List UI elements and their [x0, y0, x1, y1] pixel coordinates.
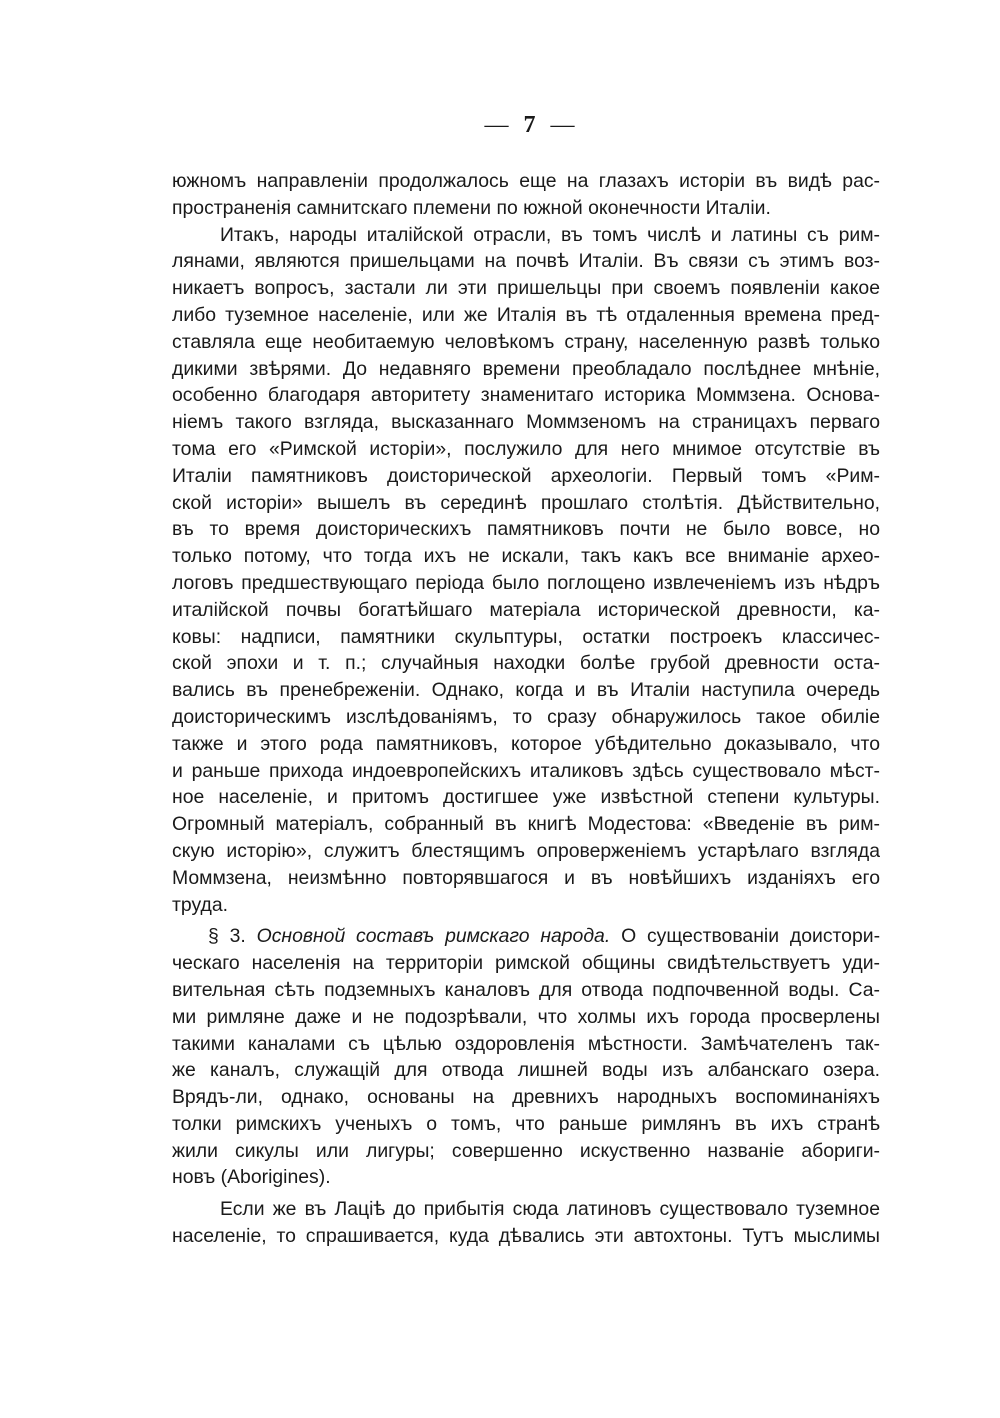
text-line: доисторическимъ изслѣдованіямъ, то сразу обнаружилось такое обиліе: [172, 705, 880, 728]
section-3-paragraph: [172, 923, 880, 1191]
paragraph-1: [172, 168, 880, 222]
section-number: § 3.: [208, 925, 246, 948]
text-line: Моммзена, неизмѣнно повторявшагося и въ новѣйшихъ изданіяхъ его: [172, 866, 880, 889]
text-line: труда.: [172, 893, 228, 916]
text-line: же каналъ, служащій для отвода лишней воды изъ албанскаго озера.: [172, 1059, 880, 1082]
page-number: 7: [523, 112, 537, 138]
text-line: въ то время доисторическихъ памятниковъ почти не было вовсе, но: [172, 518, 880, 541]
paragraph-2: [172, 222, 880, 919]
text-line: Огромный матеріалъ, собранный въ книгѣ Модестова: «Введеніе въ рим-: [172, 813, 880, 836]
text-line: Италіи памятниковъ доисторической археологіи. Первый томъ «Рим-: [172, 464, 880, 487]
text-line: логовъ предшествующаго періода было поглощено извлеченіемъ изъ нѣдръ: [172, 571, 880, 594]
section-title: Основной составъ римскаго народа.: [256, 925, 611, 948]
page-number-header: [0, 112, 1000, 139]
text-line: ніемъ такого взгляда, высказаннаго Моммзеномъ на страницахъ перваго: [172, 411, 880, 434]
text-line: скую исторію», служитъ блестящимъ опроверженіемъ устарѣлаго взгляда: [172, 839, 880, 862]
text-line: и раньше прихода индоевропейскихъ италиковъ здѣсь существовало мѣст-: [172, 759, 880, 782]
paragraph-4: [172, 1196, 880, 1250]
text-line: только потому, что тогда ихъ не искали, такъ какъ все вниманіе архео-: [172, 545, 880, 568]
text-line: населеніе, то спрашивается, куда дѣвались эти автохтоны. Тутъ мыслимы: [172, 1225, 880, 1248]
text-line: лянами, являются пришельцами на почвѣ Италіи. Въ связи съ этимъ воз-: [172, 250, 880, 273]
text-line: италійской почвы богатѣйшаго матеріала исторической древности, ка-: [172, 598, 880, 621]
text-line: также и этого рода памятниковъ, которое убѣдительно доказывало, что: [172, 732, 880, 755]
text-line: Врядъ-ли, однако, основаны на древнихъ народныхъ воспоминаніяхъ: [172, 1086, 880, 1109]
text-line: ставляла еще необитаемую человѣкомъ страну, населенную развѣ только: [172, 330, 880, 353]
text-line: пространенія самнитскаго племени по южной оконечности Италіи.: [172, 196, 771, 219]
page-number-dash-right: —: [550, 112, 576, 138]
text-line: ное населеніе, и притомъ достигшее уже извѣстной степени культуры.: [172, 786, 880, 809]
text-line: либо туземное населеніе, или же Италія въ тѣ отдаленныя времена пред-: [172, 303, 880, 326]
text-line: такими каналами съ цѣлью оздоровленія мѣстности. Замѣчателенъ так-: [172, 1032, 880, 1055]
text-line: тома его «Римской исторіи», послужило для него мнимое отсутствіе въ: [172, 437, 880, 460]
page-number-dash-left: —: [484, 112, 510, 138]
text-line: жили сикулы или лигуры; совершенно искуственно названіе абориги-: [172, 1139, 880, 1162]
text-line: ческаго населенія на территоріи римской общины свидѣтельствуетъ уди-: [172, 952, 880, 975]
body-text: [172, 168, 880, 1250]
text-fragment: О существованіи доистори-: [621, 925, 880, 948]
text-line: ской исторіи» вышелъ въ серединѣ прошлаго столѣтія. Дѣйствительно,: [172, 491, 880, 514]
text-line: южномъ направленіи продолжалось еще на глазахъ исторіи въ видѣ рас-: [172, 170, 880, 192]
text-line: вались въ пренебреженіи. Однако, когда и въ Италіи наступила очередь: [172, 679, 880, 702]
text-line: дикими звѣрями. До недавняго времени преобладало послѣднее мнѣніе,: [172, 357, 880, 380]
text-line: ской эпохи и т. п.; случайныя находки болѣе грубой древности оста-: [172, 652, 880, 675]
text-line: толки римскихъ ученыхъ о томъ, что раньше римлянъ въ ихъ странѣ: [172, 1112, 880, 1135]
text-line: особенно благодаря авторитету знаменитаго историка Моммзена. Основа-: [172, 384, 880, 407]
text-line: Итакъ, народы италійской отрасли, въ томъ числѣ и латины съ рим-: [220, 223, 880, 246]
text-line: никаетъ вопросъ, застали ли эти пришельцы при своемъ появленіи какое: [172, 277, 880, 300]
text-line: вительная сѣть подземныхъ каналовъ для отвода подпочвенной воды. Са-: [172, 978, 880, 1001]
text-line: ми римляне даже и не подозрѣвали, что холмы ихъ города просверлены: [172, 1005, 880, 1028]
section-heading-line: [172, 923, 880, 950]
text-line: Если же въ Лаціѣ до прибытія сюда латиновъ существовало туземное: [220, 1198, 880, 1221]
text-line: ковы: надписи, памятники скульптуры, остатки построекъ классичес-: [172, 625, 880, 648]
text-line: новъ (Aborigines).: [172, 1166, 331, 1189]
